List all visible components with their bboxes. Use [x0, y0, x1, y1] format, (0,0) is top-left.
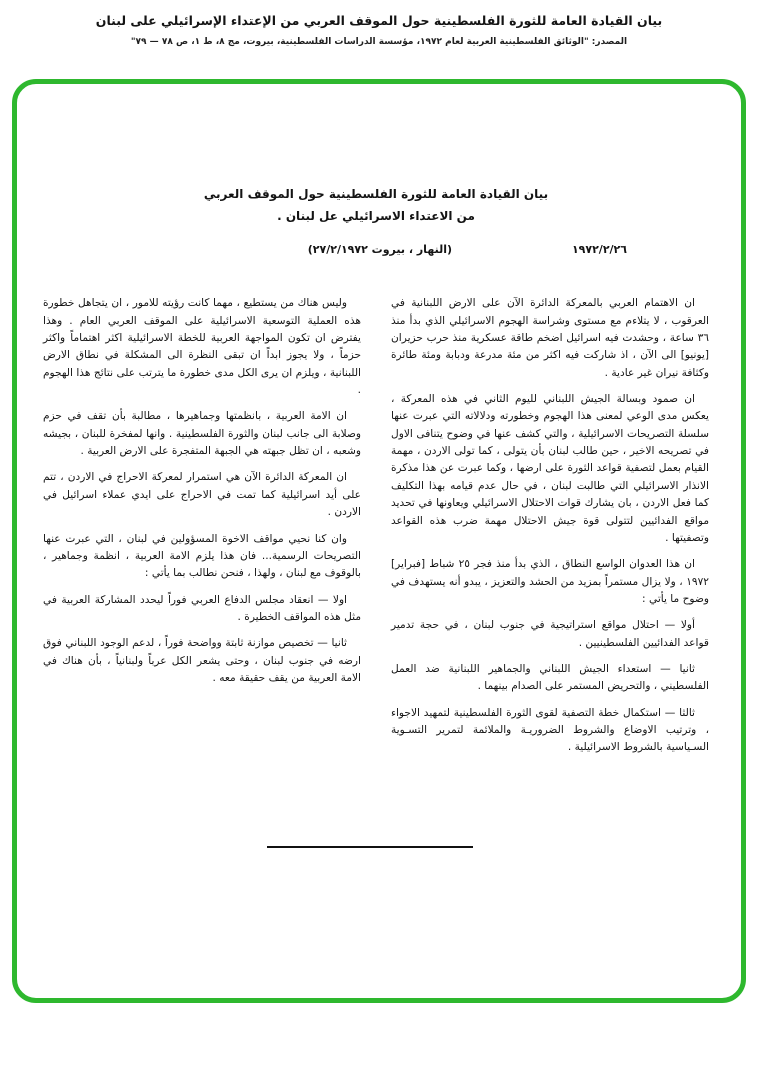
document-publication: (النهار ، بيروت ٢٧/٢/١٩٧٢)	[307, 243, 452, 257]
document-paragraph: اولا — انعقاد مجلس الدفاع العربي فوراً ليحدد المشاركة العربية في مثل هذه المواقف الخطيرة .	[43, 593, 361, 623]
document-dateline	[43, 243, 709, 261]
scanned-document-frame	[12, 79, 746, 1003]
document-columns	[43, 295, 709, 766]
document-paragraph: ان المعركة الدائرة الآن هي استمرار لمعركة الاحراج في الاردن ، تتم على أيد اسرائيلية كما تمت في الاحراج على ايدي عملاء اسرائيل في الاردن .	[43, 471, 361, 519]
document-paragraph: ان صمود وبسالة الجيش اللبناني لليوم الثاني في هذه المعركة ، يعكس مدى الوعي لمعنى هذا الهجوم وخطورته ودلالاته التي عبرت عنها سلسلة التصريحات الاسرائيلية ، والتي كشف عنها في وضوح يتنافى الاول في تصريحه الاخير ، حين طالب لبنان بأن يتولى ، كما تولى الاردن ، مهمة القيام بعمل لتصفية قواعد الثورة على ارضها ، وكما عبرت عن هذا مذكرة الانذار الاسرائيلي التي طالبت لبنان ، في حال عدم قيامه بهذا التكليف كما فعل الاردن ، بان يشارك قوات الاحتلال الاسرائيلي ويعاونها في تحديد مواقع الفدائيين لتتولى قوة جيش الاحتلال مهمة ضرب هذه القواعد وتصفيتها .	[391, 392, 709, 544]
footer-divider-line	[267, 846, 473, 848]
document-date: ١٩٧٢/٢/٢٦	[571, 243, 627, 257]
page-header	[0, 0, 758, 47]
document-right-column	[391, 295, 709, 766]
document-paragraph: وان كنا نحيي مواقف الاخوة المسؤولين في لبنان ، التي عبرت عنها التصريحات الرسمية... فان هذا يلزم الامة العربية ، انظمة وجماهير ، بالوقوف مع لبنان ، ولهذا ، فنحن نطالب بما يأتي :	[43, 532, 361, 580]
document-title-line1: بيان القيادة العامة للثورة الفلسطينية حول الموقف العربي	[203, 187, 549, 201]
document-left-column	[43, 295, 361, 766]
document-title-line2: من الاعتداء الاسرائيلي عل لبنان .	[277, 208, 475, 223]
document-paragraph: ان الامة العربية ، بانظمتها وجماهيرها ، مطالبة بأن تقف في حزم وصلابة الى جانب لبنان والثورة الفلسطينية . وانها لمفخرة للبنان ، بجيشه وشعبه ، ان تظل جبهته هي الجبهة المتفجرة على الارض العربية .	[43, 410, 361, 458]
document-paragraph: ثالثا — استكمال خطة التصفية لقوى الثورة الفلسطينية لتمهيد الاجواء ، وترتيب الاوضاع والشروط الضروريـة والملائمة لتمرير التسـوية السـياسية بالشروط الاسرائيلية .	[391, 706, 709, 754]
document-paragraph: ثانيا — استعداء الجيش اللبناني والجماهير اللبنانية ضد العمل الفلسطيني ، والتحريض المستمر على الصدام بينهما .	[391, 663, 709, 693]
document-title	[43, 184, 709, 227]
document-paragraph: ان الاهتمام العربي بالمعركة الدائرة الآن على الارض اللبنانية في العرقوب ، لا يتلاءم مع مستوى وشراسة الهجوم الاسرائيلي الذي بدأ منذ ٣٦ ساعة ، وحشدت فيه اسرائيل اضخم طاقة عسكرية منذ حرب حزيران [يونيو] الى الآن ، اذ شاركت فيه اكثر من مئة مدرعة ودبابة ومئة طائرة وكثافة نيران غير عادية .	[391, 297, 709, 379]
document-paragraph: ان هذا العدوان الواسع النطاق ، الذي بدأ منذ فجر ٢٥ شباط [فبراير] ١٩٧٢ ، ولا يزال مستمراً بمزيد من الحشد والتعزيز ، يبدو أنه يستهدف في وضوح ما يأتي :	[391, 558, 709, 605]
page-header-source: المصدر: "الوثائق الفلسطينية العربية لعام ١٩٧٢، مؤسسة الدراسات الفلسطينية، بيروت، مج ٨، ط ١، ص ٧٨ — ٧٩"	[130, 37, 628, 47]
page-header-title: بيان القيادة العامة للثورة الفلسطينية حول الموقف العربي من الإعتداء الإسرائيلي على لبنان	[95, 13, 663, 28]
document-paragraph: أولا — احتلال مواقع استراتيجية في جنوب لبنان ، في حجة تدمير قواعد الفدائيين الفلسطينيين .	[391, 619, 709, 649]
document-paragraph: ثانيا — تخصيص موازنة ثابتة وواضحة فوراً ، لدعم الوجود اللبناني فوق ارضه في جنوب لبنان ، وحتى يشعر الكل عرباً ولبنانياً ، بأن هناك في الامة العربية من يقف حقيقة معه .	[43, 637, 361, 685]
document-paragraph: وليس هناك من يستطيع ، مهما كانت رؤيته للامور ، ان يتجاهل خطورة هذه العملية التوسعية الاسرائيلية على الموقف العربي العام . وهذا يفترض ان تكون المواجهة العربية للخطة الاسرائيلية اكثر اهتماماً واكثر حزماً ، ولا يجوز ابداً ان تبقى النظرة الى المشكلة في نطاق الارض اللبنانية ، ويلزم ان يرى الكل مدى خطورة ما يترتب على نتائج هذا الهجوم .	[43, 297, 361, 396]
